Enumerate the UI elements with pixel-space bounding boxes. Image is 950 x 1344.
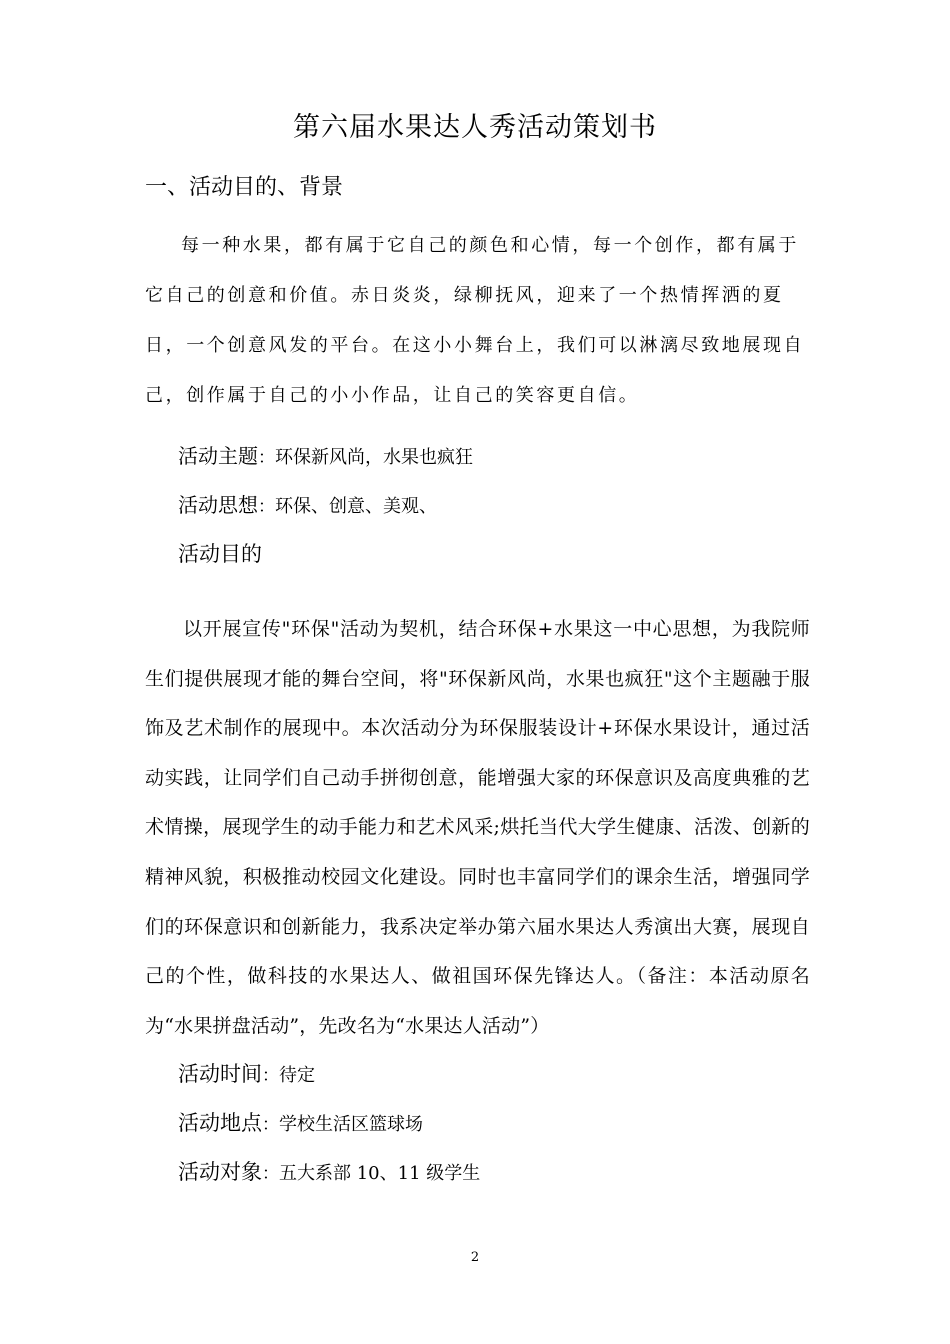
audience-separator: ：: [262, 1164, 279, 1184]
purpose-label: 活动目的: [178, 542, 262, 566]
theme-value: 环保新风尚，水果也疯狂: [275, 447, 473, 468]
page-number: 2: [470, 1250, 480, 1265]
location-field: [178, 1107, 423, 1141]
purpose-paragraph: 以开展宣传"环保"活动为契机，结合环保+水果这一中心思想，为我院师生们提供展现才能的舞台空间，将"环保新风尚，水果也疯狂"这个主题融于服饰及艺术制作的展现中。本次活动分为环保服装设计+环保水果设计，通过活动实践，让同学们自己动手拼彻创意，能增强大家的环保意识及高度典雅的艺术情操，展现学生的动手能力和艺术风采;烘托当代大学生健康、活泼、创新的精神风貌，积极推动校园文化建设。同时也丰富同学们的课余生活，增强同学们的环保意识和创新能力，我系决定举办第六届水果达人秀演出大赛，展现自己的个性，做科技的水果达人、做祖国环保先锋达人。（备注：本活动原名为“水果拼盘活动”，先改名为“水果达人活动”）: [145, 618, 810, 1037]
location-label: 活动地点: [178, 1111, 262, 1135]
time-separator: ：: [262, 1066, 279, 1086]
audience-label: 活动对象: [178, 1160, 262, 1184]
audience-value: 五大系部 10、11 级学生: [279, 1163, 481, 1184]
theme-separator: ：: [258, 448, 275, 468]
purpose-field: [178, 538, 262, 572]
time-label: 活动时间: [178, 1062, 262, 1086]
idea-label: 活动思想: [178, 493, 258, 517]
idea-field: [178, 489, 437, 523]
section-heading: 一、活动目的、背景: [145, 175, 344, 200]
document-title: 第六届水果达人秀活动策划书: [293, 112, 657, 143]
location-separator: ：: [262, 1115, 279, 1135]
intro-paragraph: 每一种水果，都有属于它自己的颜色和心情，每一个创作，都有属于它自己的创意和价值。赤日炎炎，绿柳抚风，迎来了一个热情挥洒的夏日，一个创意风发的平台。在这小小舞台上，我们可以淋漓尽致地展现自己，创作属于自己的小小作品，让自己的笑容更自信。: [145, 235, 805, 406]
theme-field: [178, 440, 473, 474]
time-field: [178, 1058, 315, 1092]
location-value: 学校生活区篮球场: [279, 1114, 423, 1135]
theme-label: 活动主题: [178, 444, 258, 468]
idea-value: 环保、创意、美观、: [275, 496, 437, 517]
time-value: 待定: [279, 1065, 315, 1086]
idea-separator: ：: [258, 497, 275, 517]
audience-field: [178, 1156, 480, 1190]
